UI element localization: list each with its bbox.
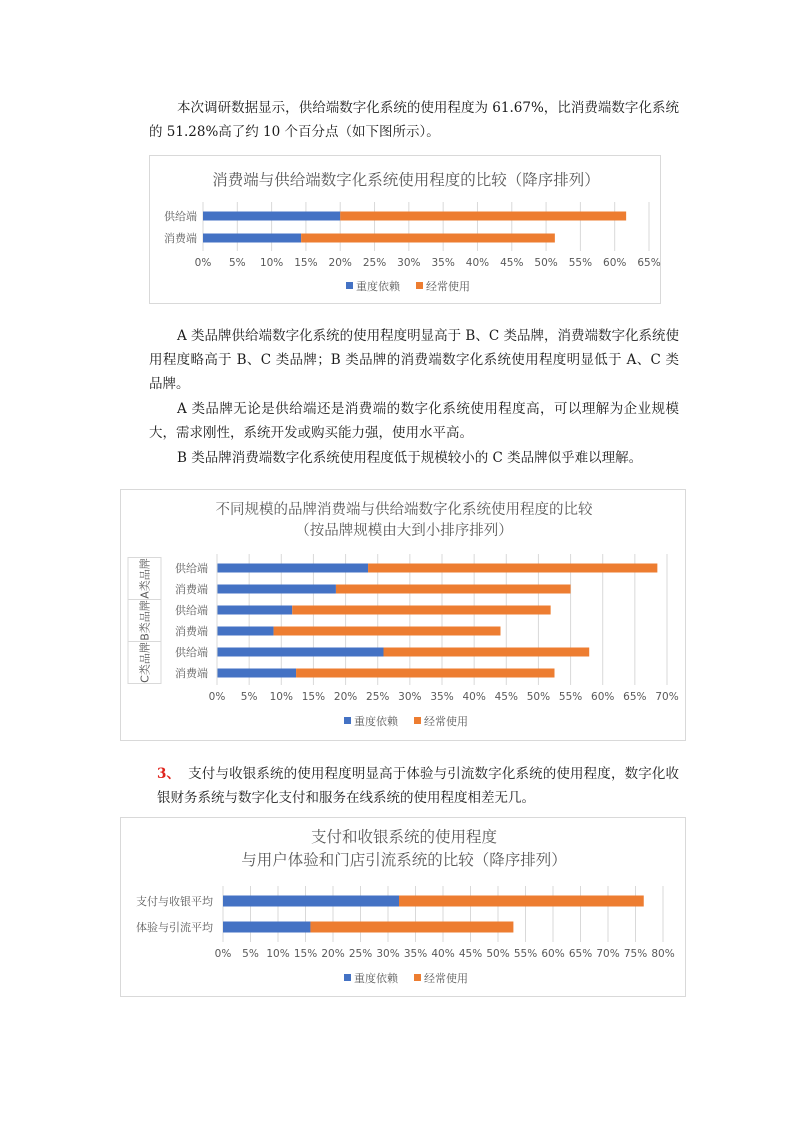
chart-3-category-label: 支付与收银平均 [136,895,213,908]
chart-1-tick-label: 5% [228,257,246,269]
chart-3-tick-label: 40% [431,948,455,960]
chart-2-tick-label: 25% [366,691,390,703]
chart-1-svg [150,156,662,305]
chart-1-tick-label: 55% [568,257,593,269]
chart-2-bar-heavy [217,564,368,573]
chart-3-tick-label: 55% [513,948,538,960]
chart-1-tick-label: 40% [465,257,490,269]
chart-3-tick-label: 50% [486,948,510,960]
chart-1-legend-swatch [416,282,423,289]
paragraph-brand-a-reason: A 类品牌无论是供给端还是消费端的数字化系统使用程度高，可以理解为企业规模大，需求刚性，系统开发或购买能力强，使用水平高。 [149,401,679,441]
chart-2-legend-swatch [344,717,351,724]
chart-3-tick-label: 45% [458,948,483,960]
chart-2-bar-frequent [384,648,590,657]
chart-1-tick-label: 50% [534,257,558,269]
chart-3-legend-label: 重度依赖 [354,972,398,985]
chart-2-bar-heavy [217,627,274,636]
payment-section-text: 支付与收银系统的使用程度明显高于体验与引流数字化系统的使用程度，数字化收银财务系统与数字化支付和服务在线系统的使用程度相差无几。 [157,766,679,806]
chart-2-category-label: 消费端 [175,583,208,596]
chart-2-bar-frequent [292,606,550,615]
chart-2-bar-heavy [217,669,296,678]
chart-3-bar-frequent [399,896,644,907]
chart-2-group-label: C类品牌 [138,642,152,683]
chart-2-category-label: 消费端 [175,667,208,680]
chart-3-container [120,817,686,997]
chart-3-bar-heavy [223,922,310,933]
paragraph-payment-section [157,762,679,810]
chart-1-bar-heavy [203,212,340,221]
chart-2-tick-label: 65% [623,691,647,703]
chart-2-container [120,489,686,741]
chart-1-tick-label: 30% [397,257,421,269]
chart-2-bar-frequent [336,585,571,594]
chart-3-tick-label: 70% [596,948,620,960]
chart-2-group-label: A类品牌 [138,558,152,599]
chart-2-tick-label: 5% [240,691,258,703]
chart-2-category-label: 供给端 [175,604,208,617]
chart-2-tick-label: 40% [462,691,486,703]
chart-3-category-label: 体验与引流平均 [136,921,213,934]
chart-2-title-line-1: 不同规模的品牌消费端与供给端数字化系统使用程度的比较 [215,502,593,518]
chart-2-bar-frequent [296,669,554,678]
section-number: 3、 [157,766,181,782]
chart-1-category-label: 消费端 [164,232,197,245]
chart-2-svg [121,490,687,742]
chart-2-group-label: B类品牌 [138,600,152,641]
chart-2-bar-frequent [368,564,657,573]
chart-1-legend-label: 经常使用 [426,280,470,293]
chart-3-legend-swatch [414,974,421,981]
chart-2-tick-label: 50% [526,691,551,703]
chart-2-bar-frequent [274,627,501,636]
chart-2-tick-label: 60% [591,691,615,703]
chart-1-bar-frequent [301,234,555,243]
chart-1-tick-label: 35% [431,257,455,269]
chart-1-bar-heavy [203,234,301,243]
chart-2-tick-label: 70% [655,691,679,703]
chart-1-tick-label: 65% [637,257,661,269]
chart-3-title-line-2: 与用户体验和门店引流系统的比较（降序排列） [241,851,567,869]
chart-3-tick-label: 35% [403,948,428,960]
chart-1-tick-label: 60% [603,257,627,269]
chart-2-tick-label: 10% [269,691,293,703]
chart-3-tick-label: 25% [348,948,373,960]
chart-3-bar-frequent [310,922,513,933]
chart-2-tick-label: 45% [494,691,518,703]
chart-1-tick-label: 25% [362,257,387,269]
chart-1-legend-swatch [346,282,353,289]
chart-1-category-label: 供给端 [164,210,197,223]
chart-3-tick-label: 0% [214,948,232,960]
chart-1-tick-label: 20% [328,257,352,269]
chart-1-bar-frequent [340,212,626,221]
chart-3-tick-label: 15% [293,948,318,960]
chart-2-tick-label: 20% [333,691,358,703]
chart-2-tick-label: 0% [208,691,226,703]
chart-3-tick-label: 30% [376,948,400,960]
chart-2-category-label: 消费端 [175,625,208,638]
chart-2-category-label: 供给端 [175,646,208,659]
chart-3-bar-heavy [223,896,399,907]
chart-2-legend-label: 重度依赖 [354,715,398,728]
chart-2-category-label: 供给端 [175,562,208,575]
chart-3-title-line-1: 支付和收银系统的使用程度 [310,828,498,846]
chart-1-tick-label: 45% [500,257,524,269]
chart-2-legend-swatch [414,717,421,724]
chart-1-title-line-1: 消费端与供给端数字化系统使用程度的比较（降序排列） [212,171,600,189]
paragraph-brand-b-note: B 类品牌消费端数字化系统使用程度低于规模较小的 C 类品牌似乎难以理解。 [177,450,643,466]
chart-3-tick-label: 10% [266,948,290,960]
chart-3-tick-label: 65% [568,948,593,960]
chart-1-tick-label: 10% [259,257,284,269]
chart-2-title-line-2: （按品牌规模由大到小排序排列） [295,523,513,539]
chart-2-tick-label: 30% [398,691,422,703]
paragraph-brand-a-comparison: A 类品牌供给端数字化系统的使用程度明显高于 B、C 类品牌，消费端数字化系统使用程度略高于 B、C 类品牌；B 类品牌的消费端数字化系统使用程度明显低于 A、C 类品牌。 [149,328,679,392]
chart-3-tick-label: 60% [541,948,565,960]
chart-2-tick-label: 55% [558,691,583,703]
chart-2-legend-label: 经常使用 [424,715,468,728]
chart-2-bar-heavy [217,648,384,657]
chart-1-tick-label: 0% [194,257,212,269]
chart-3-svg [121,818,687,998]
chart-2-tick-label: 15% [301,691,326,703]
chart-3-tick-label: 20% [321,948,345,960]
chart-3-tick-label: 5% [242,948,259,960]
chart-2-bar-heavy [217,585,336,594]
chart-3-legend-label: 经常使用 [424,972,468,985]
chart-1-tick-label: 15% [294,257,318,269]
paragraph-supply-vs-demand: 本次调研数据显示，供给端数字化系统的使用程度为 61.67%，比消费端数字化系统的 51.28%高了约 10 个百分点（如下图所示）。 [149,100,679,140]
chart-1-container [149,155,661,304]
chart-2-tick-label: 35% [430,691,454,703]
chart-1-legend-label: 重度依赖 [356,280,400,293]
chart-2-bar-heavy [217,606,292,615]
chart-3-legend-swatch [344,974,351,981]
chart-3-tick-label: 75% [623,948,648,960]
chart-3-tick-label: 80% [651,948,675,960]
